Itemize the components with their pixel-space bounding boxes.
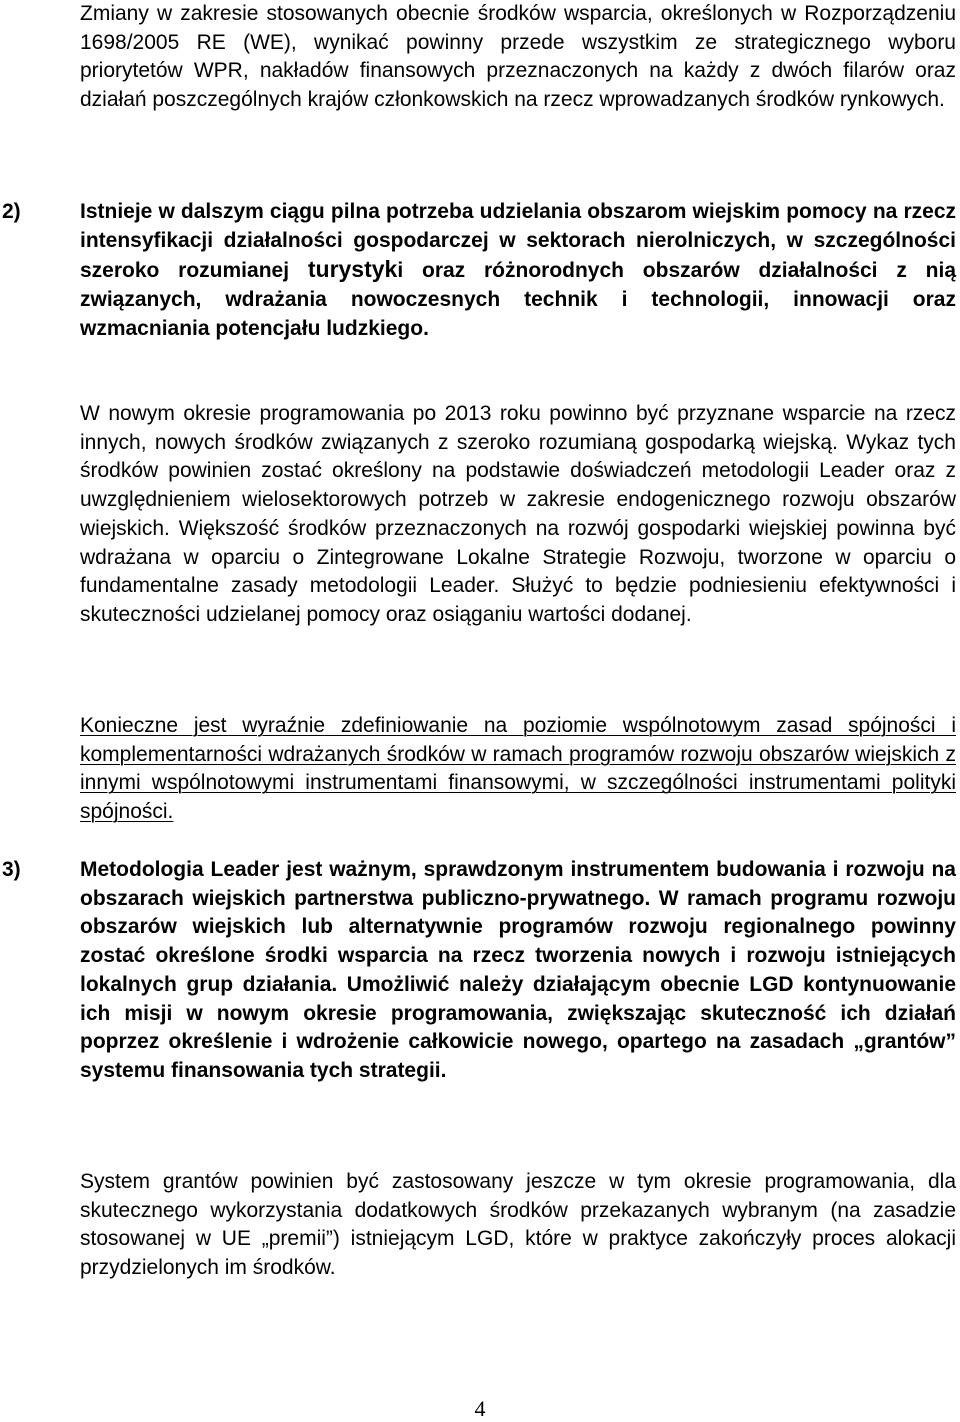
list-number-2: 2)	[2, 200, 21, 223]
paragraph-grants: System grantów powinien być zastosowany jeszcze w tym okresie programowania, dla skutecznego wykorzystania dodatkowych środków przekazanych wybranym (na zasadzie stosowanej w UE „premii”) istniejącym LGD, które w praktyce zakończyły proces alokacji przydzielonych im środków.	[80, 1170, 956, 1280]
list-item-2	[80, 198, 956, 344]
paragraph-intro: Zmiany w zakresie stosowanych obecnie środków wsparcia, określonych w Rozporządzeniu 1698/2005 RE (WE), wynikać powinny przede wszystkim ze strategicznego wyboru priorytetów WPR, nakładów finansowych przeznaczonych na każdy z dwóch filarów oraz działań poszczególnych krajów członkowskich na rzecz wprowadzanych środków rynkowych.	[80, 2, 956, 112]
paragraph-coherence: Konieczne jest wyraźnie zdefiniowanie na poziomie wspólnotowym zasad spójności i komplementarności wdrażanych środków w ramach programów rozwoju obszarów wiejskich z innymi wspólnotowymi instrumentami finansowymi, w szczególności instrumentami polityki spójności.	[80, 714, 956, 824]
list-item-2-emphasis: turystyk	[307, 256, 398, 283]
list-item-3: Metodologia Leader jest ważnym, sprawdzonym instrumentem budowania i rozwoju na obszarach wiejskich partnerstwa publiczno-prywatnego. W ramach programu rozwoju obszarów wiejskich lub alternatywnie programów rozwoju regionalnego powinny zostać określone środki wsparcia na rzecz tworzenia nowych i rozwoju istniejących lokalnych grup działania. Umożliwić należy działającym obecnie LGD kontynuowanie ich misji w nowym okresie programowania, zwiększając skuteczność ich działań poprzez określenie i wdrożenie całkowicie nowego, opartego na zasadach „grantów” systemu finansowania tych strategii.	[80, 858, 956, 1082]
list-item-2-text-after: i oraz różnorodnych obszarów działalności z nią związanych, wdrażania nowoczesnych technik i technologii, innowacji oraz wzmacniania potencjału ludzkiego.	[80, 259, 956, 340]
list-item-2-text-before: Istnieje w dalszym ciągu pilna potrzeba udzielania obszarom wiejskim pomocy na rzecz intensyfikacji działalności gospodarczej w sektorach nierolniczych, w szczególności szeroko rozumianej	[80, 200, 956, 283]
paragraph-new-period: W nowym okresie programowania po 2013 roku powinno być przyznane wsparcie na rzecz innych, nowych środków związanych z szeroko rozumianą gospodarką wiejską. Wykaz tych środków powinien zostać określony na podstawie doświadczeń metodologii Leader oraz z uwzględnieniem wielosektorowych potrzeb w zakresie endogenicznego rozwoju obszarów wiejskich. Większość środków przeznaczonych na rozwój gospodarki wiejskiej powinna być wdrażana w oparciu o Zintegrowane Lokalne Strategie Rozwoju, tworzone w oparciu o fundamentalne zasady metodologii Leader. Służyć to będzie podniesieniu efektywności i skuteczności udzielanej pomocy oraz osiąganiu wartości dodanej.	[80, 402, 956, 626]
list-number-3: 3)	[2, 858, 21, 881]
page-number: 4	[474, 1396, 486, 1421]
